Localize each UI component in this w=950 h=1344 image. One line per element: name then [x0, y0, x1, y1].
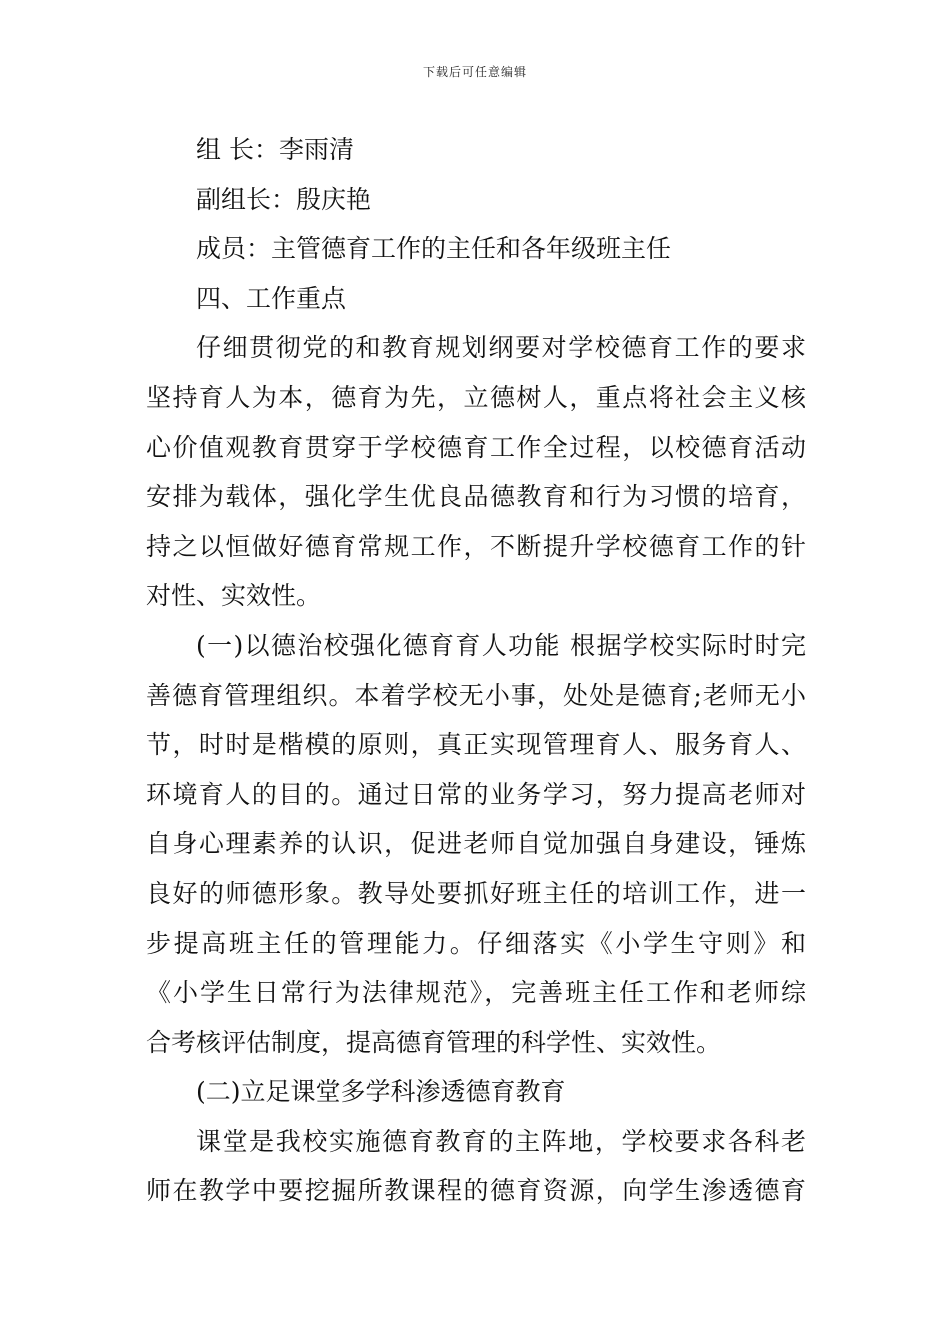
text-line: 坚持育人为本，德育为先，立德树人，重点将社会主义核: [146, 382, 806, 412]
text-line: 副组长：殷庆艳: [196, 184, 372, 214]
text-line: 合考核评估制度，提高德育管理的科学性、实效性。: [146, 1027, 722, 1057]
text-line: 步提高班主任的管理能力。仔细落实《小学生守则》和: [146, 928, 806, 958]
text-line: 心价值观教育贯穿于学校德育工作全过程，以校德育活动: [146, 432, 806, 462]
text-line: 组 长：李雨清: [196, 135, 354, 164]
text-line: 《小学生日常行为法律规范》，完善班主任工作和老师综: [146, 978, 806, 1008]
text-line: 仔细贯彻党的和教育规划纲要对学校德育工作的要求: [196, 333, 806, 363]
text-line: 师在教学中要挖掘所教课程的德育资源，向学生渗透德育: [146, 1176, 806, 1206]
text-line: 节，时时是楷模的原则，真正实现管理育人、服务育人、: [146, 730, 806, 760]
text-line: (一)以德治校强化德育育人功能 根据学校实际时时完: [196, 630, 806, 660]
text-line: 成员：主管德育工作的主任和各年级班主任: [196, 234, 672, 264]
page-header: 下载后可任意编辑: [422, 65, 527, 79]
text-line: 自身心理素养的认识，促进老师自觉加强自身建设，锤炼: [146, 829, 806, 859]
text-line: 对性、实效性。: [146, 581, 322, 611]
text-line: 持之以恒做好德育常规工作，不断提升学校德育工作的针: [146, 531, 806, 561]
document-body: [146, 125, 806, 1216]
text-line: 课堂是我校实施德育教育的主阵地，学校要求各科老: [196, 1126, 806, 1156]
text-line: 环境育人的目的。通过日常的业务学习，努力提高老师对: [146, 779, 806, 809]
text-line: 四、工作重点: [196, 283, 347, 313]
text-line: (二)立足课堂多学科渗透德育教育: [196, 1077, 566, 1107]
text-line: 善德育管理组织。本着学校无小事，处处是德育;老师无小: [146, 680, 806, 710]
text-line: 安排为载体，强化学生优良品德教育和行为习惯的培育，: [146, 482, 806, 512]
text-line: 良好的师德形象。教导处要抓好班主任的培训工作，进一: [146, 878, 806, 908]
